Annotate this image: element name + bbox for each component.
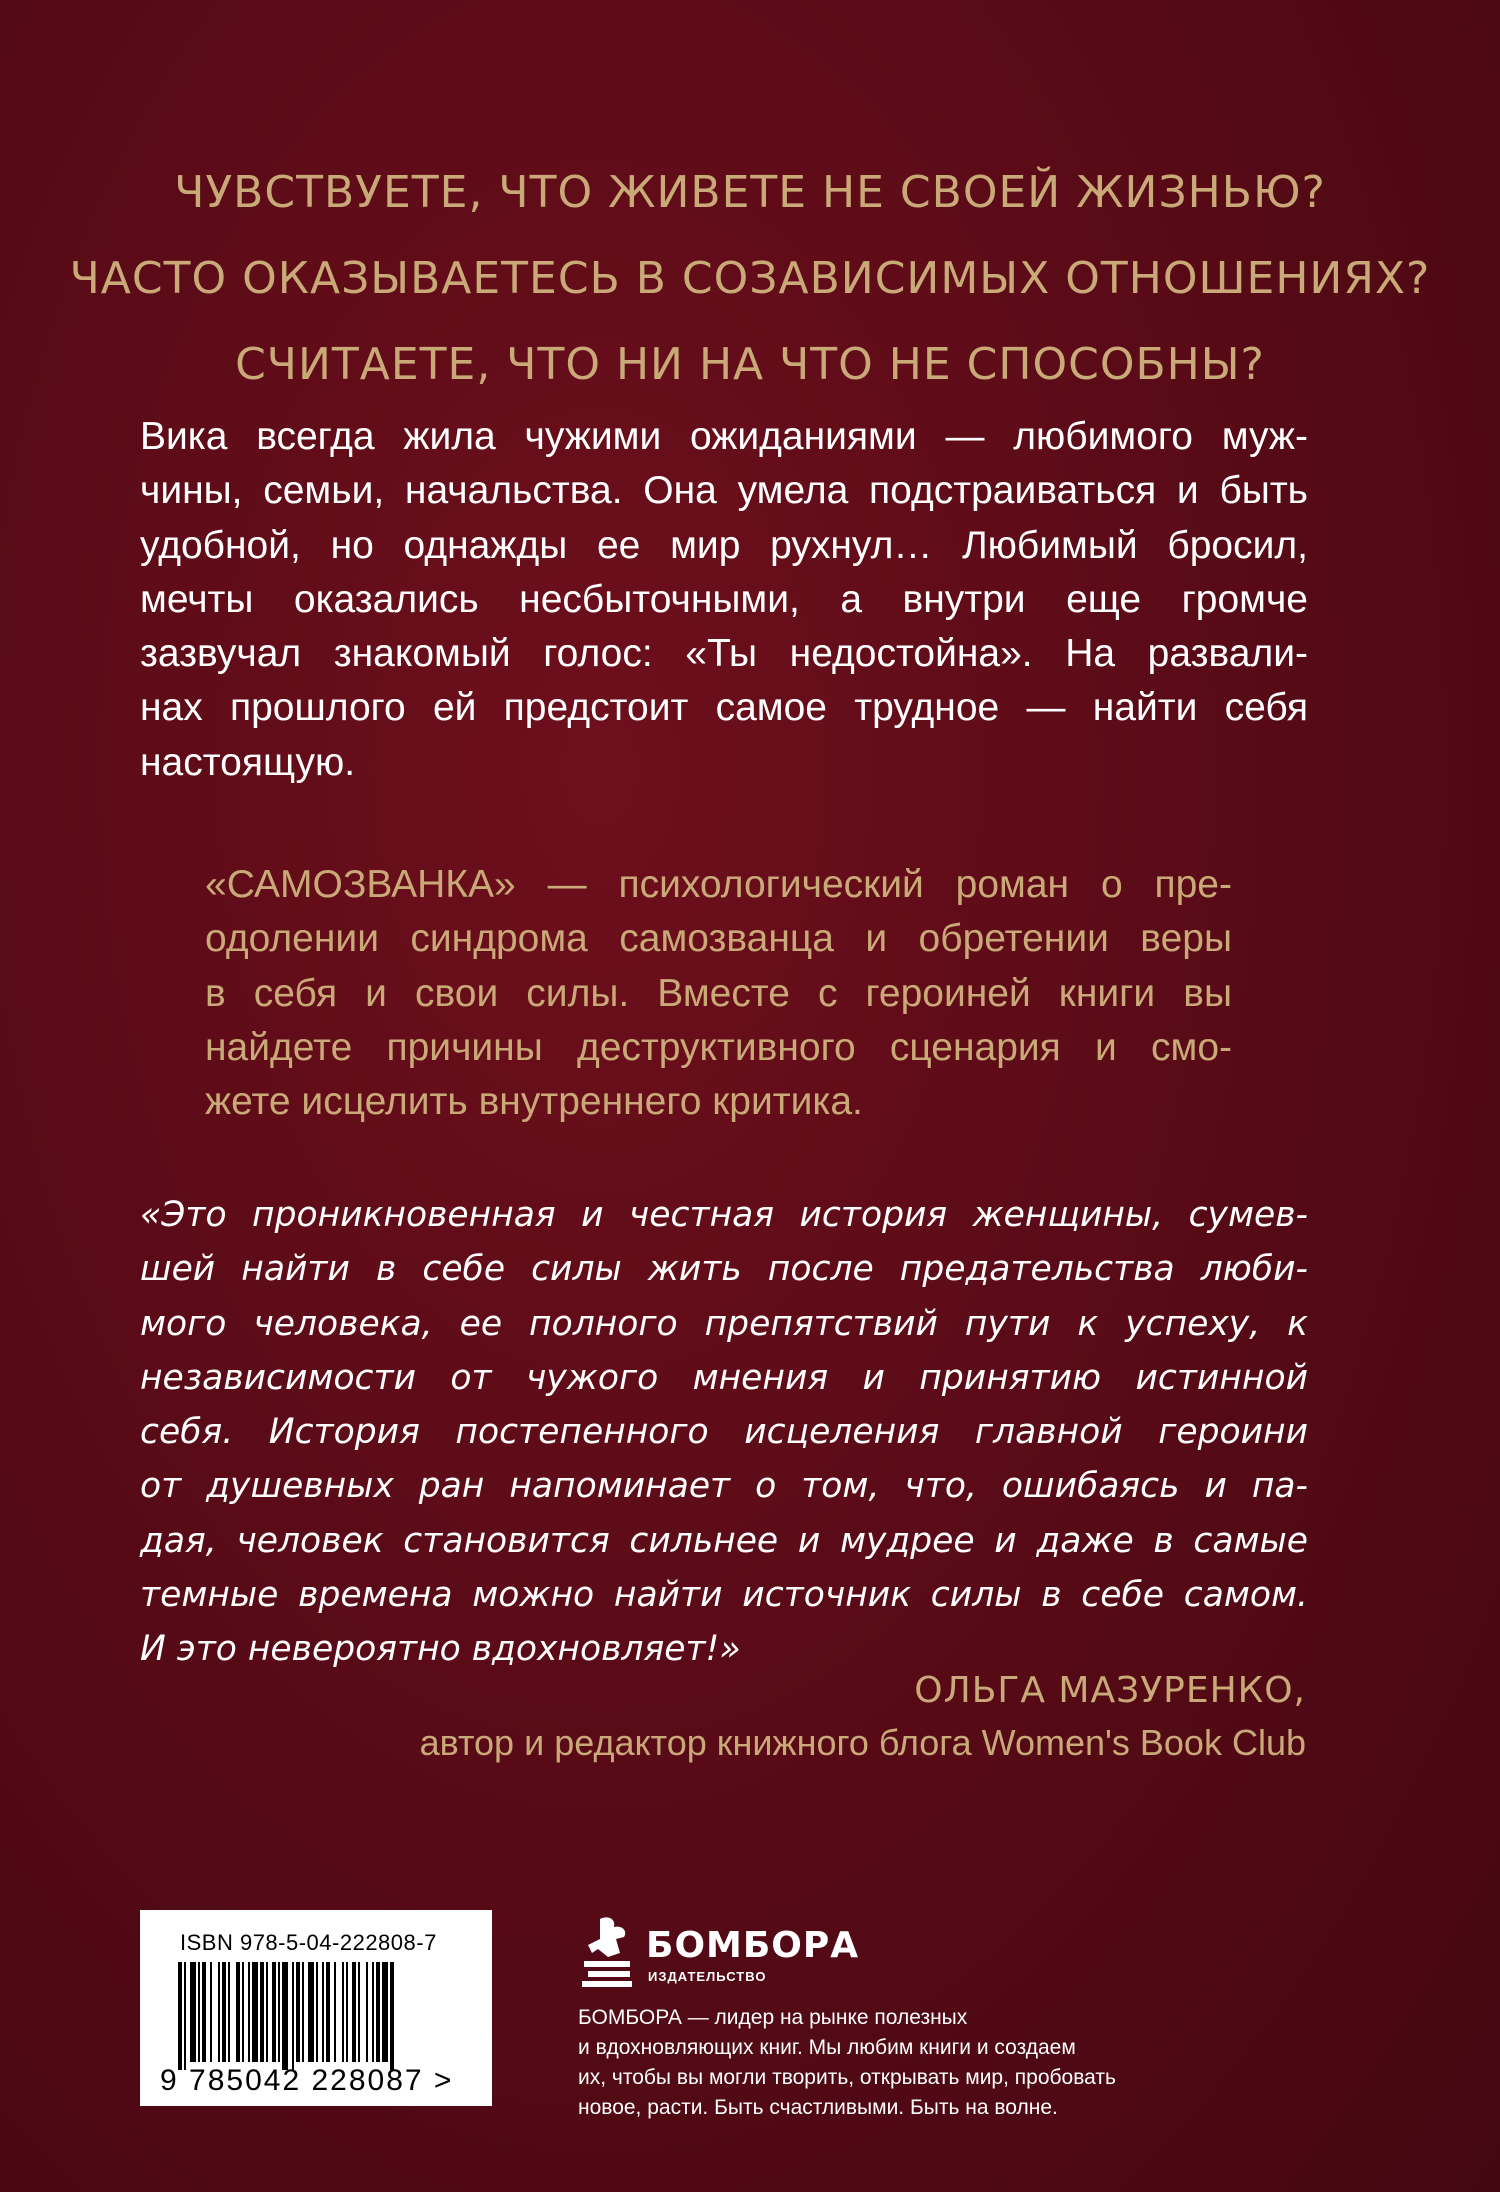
- text-line: мечты оказались несбыточными, а внутри еще громче: [140, 577, 1308, 621]
- text-line: мого человека, ее полного препятствий пути к успеху, к: [140, 1303, 1308, 1344]
- text-line: новое, расти. Быть счастливыми. Быть на волне.: [578, 2096, 1058, 2119]
- reviewer-role: автор и редактор книжного блога Women's Book Club: [419, 1722, 1306, 1763]
- text-line: и вдохновляющих книг. Мы любим книги и создаем: [578, 2036, 1076, 2059]
- text-line: БОМБОРА — лидер на рынке полезных: [578, 2006, 968, 2029]
- headline-line: СЧИТАЕТЕ, ЧТО НИ НА ЧТО НЕ СПОСОБНЫ?: [235, 339, 1265, 390]
- text-line: чины, семьи, начальства. Она умела подстраиваться и быть: [140, 469, 1308, 513]
- publisher-description: [578, 2003, 1138, 2123]
- text-line: Вика всегда жила чужими ожиданиями — любимого муж-: [140, 415, 1308, 458]
- text-line: одолении синдрома самозванца и обретении веры: [205, 917, 1232, 961]
- text-line: «САМОЗВАНКА» — психологический роман о пре-: [205, 863, 1232, 906]
- text-line: «Это проникновенная и честная история женщины, сумев-: [140, 1195, 1308, 1235]
- headline: [0, 150, 1500, 408]
- review-quote: [140, 1188, 1308, 1677]
- text-line: зазвучал знакомый голос: «Ты недостойна». На развали-: [140, 632, 1308, 676]
- barcode-digits: 9 785042 228087 >: [160, 2064, 454, 2097]
- text-line: от душевных ран напоминает о том, что, ошибаясь и па-: [140, 1466, 1308, 1507]
- text-line: нах прошлого ей предстоит самое трудное — найти себя: [140, 686, 1308, 730]
- text-line: их, чтобы вы могли творить, открывать мир, пробовать: [578, 2066, 1116, 2089]
- book-description: [205, 858, 1232, 1129]
- headline-line: ЧАСТО ОКАЗЫВАЕТЕСЬ В СОЗАВИСИМЫХ ОТНОШЕНИЯХ?: [69, 253, 1431, 304]
- publisher-subtitle: ИЗДАТЕЛЬСТВО: [648, 1969, 767, 1984]
- publisher-logo: [578, 1905, 860, 1995]
- publisher-logo-icon: [578, 1913, 642, 1991]
- reviewer-name: ОЛЬГА МАЗУРЕНКО,: [914, 1670, 1306, 1711]
- barcode-icon: [178, 1962, 458, 2070]
- text-line: в себя и свои силы. Вместе с героиней книги вы: [205, 971, 1232, 1015]
- text-line: шей найти в себе силы жить после предательства люби-: [140, 1249, 1308, 1290]
- text-line: И это невероятно вдохновляет!»: [140, 1629, 741, 1670]
- headline-line: ЧУВСТВУЕТЕ, ЧТО ЖИВЕТЕ НЕ СВОЕЙ ЖИЗНЬЮ?: [174, 167, 1326, 218]
- text-line: темные времена можно найти источник силы в себе самом.: [140, 1575, 1308, 1616]
- text-line: жете исцелить внутреннего критика.: [205, 1080, 863, 1124]
- text-line: найдете причины деструктивного сценария и смо-: [205, 1025, 1232, 1069]
- synopsis-paragraph: [140, 410, 1308, 790]
- isbn-label: ISBN 978-5-04-222808-7: [180, 1930, 437, 1955]
- text-line: независимости от чужого мнения и принятию истинной: [140, 1357, 1308, 1398]
- isbn-barcode: [140, 1910, 492, 2106]
- text-line: себя. История постепенного исцеления главной героини: [140, 1412, 1308, 1453]
- text-line: настоящую.: [140, 740, 356, 784]
- publisher-name: БОМБОРА: [646, 1925, 860, 1966]
- text-line: дая, человек становится сильнее и мудрее и даже в самые: [140, 1520, 1308, 1561]
- text-line: удобной, но однажды ее мир рухнул… Любимый бросил,: [140, 523, 1308, 567]
